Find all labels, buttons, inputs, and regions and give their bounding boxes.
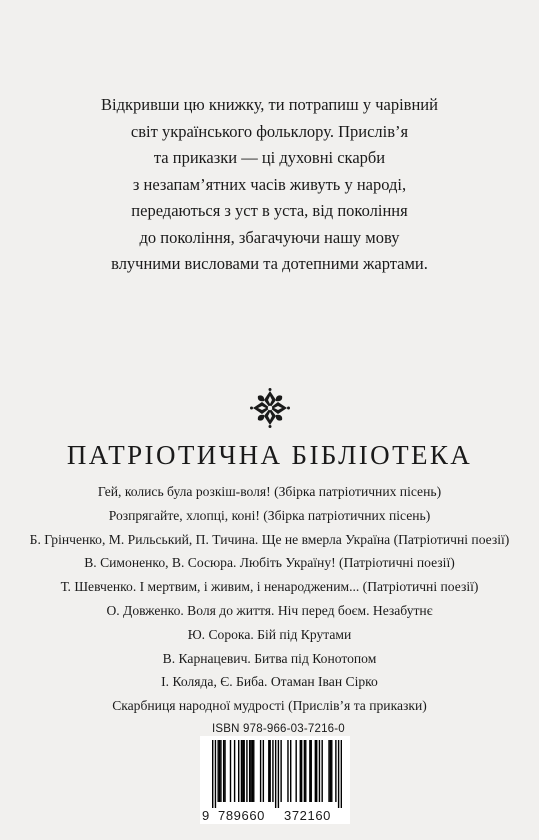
list-item: Розпрягайте, хлопці, коні! (Збірка патріотичних пісень) bbox=[108, 507, 431, 523]
barcode-bar bbox=[263, 740, 264, 802]
barcode-bar bbox=[243, 740, 244, 802]
barcode-bar bbox=[234, 740, 235, 802]
isbn-number: ISBN 978-966-03-7216-0 bbox=[212, 723, 345, 735]
barcode-bar bbox=[338, 740, 339, 808]
barcode-bar bbox=[290, 740, 291, 802]
barcode-bar bbox=[278, 740, 279, 808]
barcode-bar bbox=[241, 740, 242, 802]
list-item: Т. Шевченко. І мертвим, і живим, і ненародженим... (Патріотичні поезії) bbox=[60, 579, 479, 595]
book-list bbox=[10, 480, 529, 718]
barcode-right-group: 372160 bbox=[284, 808, 331, 823]
blurb-line: влучними висловами та дотепними жартами. bbox=[111, 254, 428, 273]
barcode-bar bbox=[220, 740, 221, 802]
barcode-bar bbox=[238, 740, 239, 802]
barcode-bar bbox=[311, 740, 312, 802]
barcode-bar bbox=[304, 740, 305, 802]
blurb-line: з незапам’ятних часів живуть у народі, bbox=[132, 174, 407, 194]
barcode-bar bbox=[280, 740, 281, 802]
barcode-bar bbox=[316, 740, 317, 802]
barcode-bar bbox=[260, 740, 261, 802]
list-item: В. Карнацевич. Битва під Конотопом bbox=[162, 650, 377, 666]
list-item: Б. Грінченко, М. Рильський, П. Тичина. Ще не вмерла Україна (Патріотичні поезії) bbox=[29, 531, 510, 547]
floral-ornament-icon bbox=[250, 388, 290, 428]
list-item: І. Коляда, Є. Биба. Отаман Іван Сірко bbox=[161, 674, 378, 690]
barcode-bar bbox=[319, 740, 320, 802]
barcode-bar bbox=[212, 740, 213, 808]
list-item: В. Симоненко, В. Сосюра. Любіть Україну! (Патріотичні поезії) bbox=[84, 555, 455, 571]
barcode bbox=[212, 740, 342, 808]
barcode-bar bbox=[230, 740, 231, 802]
barcode-bar bbox=[253, 740, 254, 802]
barcode-bar bbox=[246, 740, 247, 802]
blurb-line: до покоління, збагачуючи нашу мову bbox=[139, 227, 400, 247]
blurb-line: Відкривши цю книжку, ти потрапиш у чарівний bbox=[101, 95, 438, 114]
barcode-bar bbox=[217, 740, 218, 802]
barcode-bar bbox=[301, 740, 302, 802]
barcode-bar bbox=[223, 740, 224, 802]
barcode-bar bbox=[219, 740, 220, 802]
blurb-line: світ українського фольклору. Прислів’я bbox=[130, 121, 409, 141]
barcode-bar bbox=[268, 740, 269, 802]
list-item: Ю. Сорока. Бій під Крутами bbox=[187, 626, 352, 642]
barcode-bar bbox=[269, 740, 270, 802]
barcode-bar bbox=[242, 740, 243, 802]
blurb-line: передаються з уст в уста, від покоління bbox=[131, 201, 408, 220]
blurb bbox=[30, 92, 509, 278]
barcode-bar bbox=[341, 740, 342, 808]
barcode-bar bbox=[321, 740, 322, 802]
barcode-bar bbox=[224, 740, 225, 802]
barcode-bar bbox=[300, 740, 301, 802]
barcode-bar bbox=[335, 740, 336, 802]
barcode-bar bbox=[252, 740, 253, 802]
barcode-bar bbox=[330, 740, 331, 802]
series-title: ПАТРІОТИЧНА БІБЛІОТЕКА bbox=[66, 440, 473, 470]
blurb-line: та приказки — ці духовні скарби bbox=[153, 148, 386, 167]
barcode-bar bbox=[287, 740, 288, 802]
barcode-bar bbox=[249, 740, 250, 802]
barcode-bar bbox=[272, 740, 273, 802]
barcode-bar bbox=[295, 740, 296, 802]
barcode-bar bbox=[250, 740, 251, 802]
barcode-bar bbox=[275, 740, 276, 808]
barcode-bar bbox=[309, 740, 310, 802]
barcode-bar bbox=[215, 740, 216, 808]
barcode-bar bbox=[305, 740, 306, 802]
barcode-bar bbox=[328, 740, 329, 802]
barcode-bar bbox=[331, 740, 332, 802]
list-item: О. Довженко. Воля до життя. Ніч перед боєм. Незабутнє bbox=[106, 602, 433, 618]
barcode-bar bbox=[315, 740, 316, 802]
barcode-left-group: 789660 bbox=[218, 808, 265, 823]
list-item: Скарбниця народної мудрості (Прислів’я та приказки) bbox=[112, 698, 427, 714]
barcode-first-digit: 9 bbox=[202, 808, 210, 823]
list-item: Гей, колись була розкіш-воля! (Збірка патріотичних пісень) bbox=[97, 484, 442, 499]
